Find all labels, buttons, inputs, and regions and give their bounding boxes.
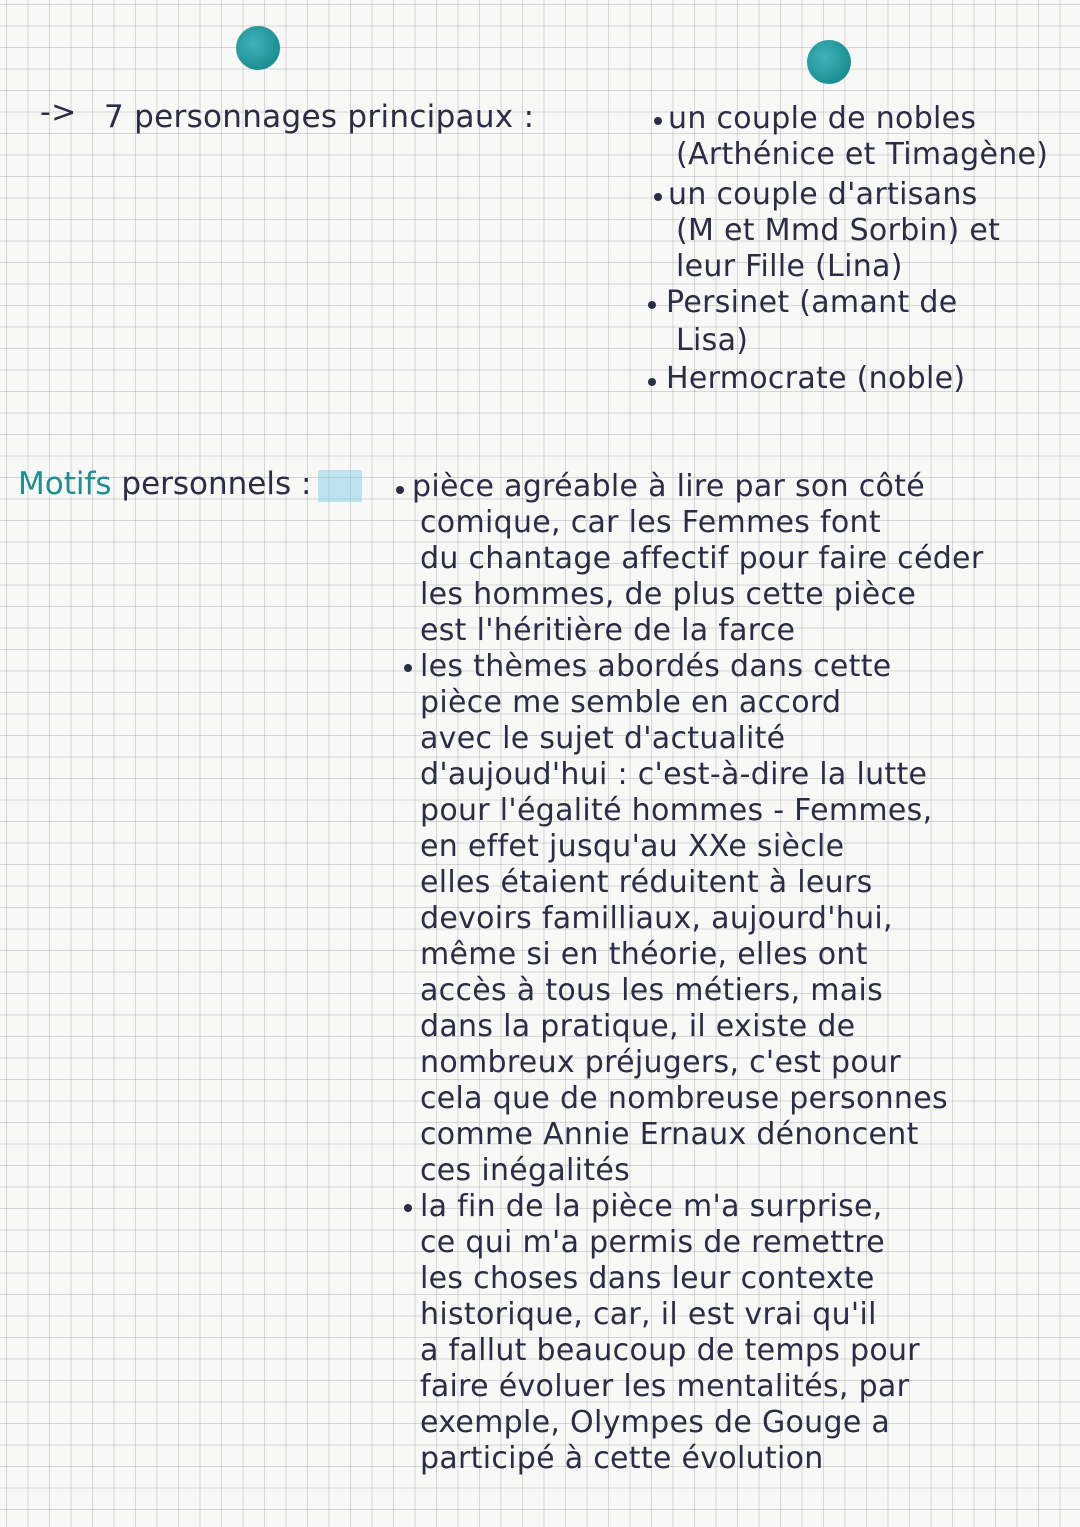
motif-line: les hommes, de plus cette pièce bbox=[420, 577, 917, 612]
character-line: Lisa) bbox=[676, 323, 749, 358]
motif-line: comme Annie Ernaux dénoncent bbox=[420, 1117, 919, 1152]
motif-line: les thèmes abordés dans cette bbox=[420, 649, 892, 684]
character-line: un couple de nobles bbox=[668, 101, 977, 136]
character-line: (M et Mmd Sorbin) et bbox=[676, 213, 1001, 248]
motif-line: exemple, Olympes de Gouge a bbox=[420, 1405, 891, 1440]
motif-line: comique, car les Femmes font bbox=[420, 505, 881, 540]
motifs-label bbox=[18, 466, 311, 502]
bullet-icon bbox=[654, 193, 662, 201]
motif-line: historique, car, il est vrai qu'il bbox=[420, 1297, 877, 1332]
bullet-icon bbox=[654, 117, 662, 125]
bullet-icon bbox=[396, 486, 404, 494]
bullet-icon bbox=[648, 301, 656, 309]
motif-line: même si en théorie, elles ont bbox=[420, 937, 868, 972]
motif-line: a fallut beaucoup de temps pour bbox=[420, 1333, 920, 1368]
binder-hole-right bbox=[807, 40, 851, 84]
bullet-icon bbox=[404, 664, 412, 672]
motif-line: les choses dans leur contexte bbox=[420, 1261, 875, 1296]
character-line: leur Fille (Lina) bbox=[676, 249, 903, 284]
motifs-label-colon: : bbox=[291, 466, 312, 502]
motif-line: devoirs familliaux, aujourd'hui, bbox=[420, 901, 893, 936]
motif-line: pièce agréable à lire par son côté bbox=[412, 469, 925, 504]
motif-line: ces inégalités bbox=[420, 1153, 631, 1188]
motif-line: pièce me semble en accord bbox=[420, 685, 842, 720]
motifs-label-word2: personnels bbox=[111, 466, 292, 502]
motif-line: elles étaient réduitent à leurs bbox=[420, 865, 873, 900]
bullet-icon bbox=[648, 378, 656, 386]
motif-line: participé à cette évolution bbox=[420, 1441, 824, 1476]
motif-line: en effet jusqu'au XXe siècle bbox=[420, 829, 845, 864]
motif-line: accès à tous les métiers, mais bbox=[420, 973, 884, 1008]
character-line: un couple d'artisans bbox=[668, 177, 978, 212]
motif-line: nombreux préjugers, c'est pour bbox=[420, 1045, 902, 1080]
bullet-icon bbox=[404, 1204, 412, 1212]
motif-line: est l'héritière de la farce bbox=[420, 613, 796, 648]
motif-line: faire évoluer les mentalités, par bbox=[420, 1369, 910, 1404]
binder-hole-left bbox=[236, 26, 280, 70]
motif-line: dans la pratique, il existe de bbox=[420, 1009, 856, 1044]
motif-line: du chantage affectif pour faire céder bbox=[420, 541, 984, 576]
characters-heading: 7 personnages principaux : bbox=[104, 99, 535, 135]
motif-line: cela que de nombreuse personnes bbox=[420, 1081, 948, 1116]
arrow-icon: -> bbox=[40, 95, 77, 130]
character-line: (Arthénice et Timagène) bbox=[676, 137, 1049, 172]
highlighter-mark bbox=[318, 470, 362, 502]
motif-line: pour l'égalité hommes - Femmes, bbox=[420, 793, 933, 828]
motif-line: d'aujoud'hui : c'est-à-dire la lutte bbox=[420, 757, 928, 792]
motif-line: la fin de la pièce m'a surprise, bbox=[420, 1189, 883, 1224]
character-line: Hermocrate (noble) bbox=[666, 361, 966, 396]
motif-line: ce qui m'a permis de remettre bbox=[420, 1225, 886, 1260]
character-line: Persinet (amant de bbox=[666, 285, 958, 320]
motif-line: avec le sujet d'actualité bbox=[420, 721, 786, 756]
motifs-label-word1: Motifs bbox=[18, 466, 112, 502]
